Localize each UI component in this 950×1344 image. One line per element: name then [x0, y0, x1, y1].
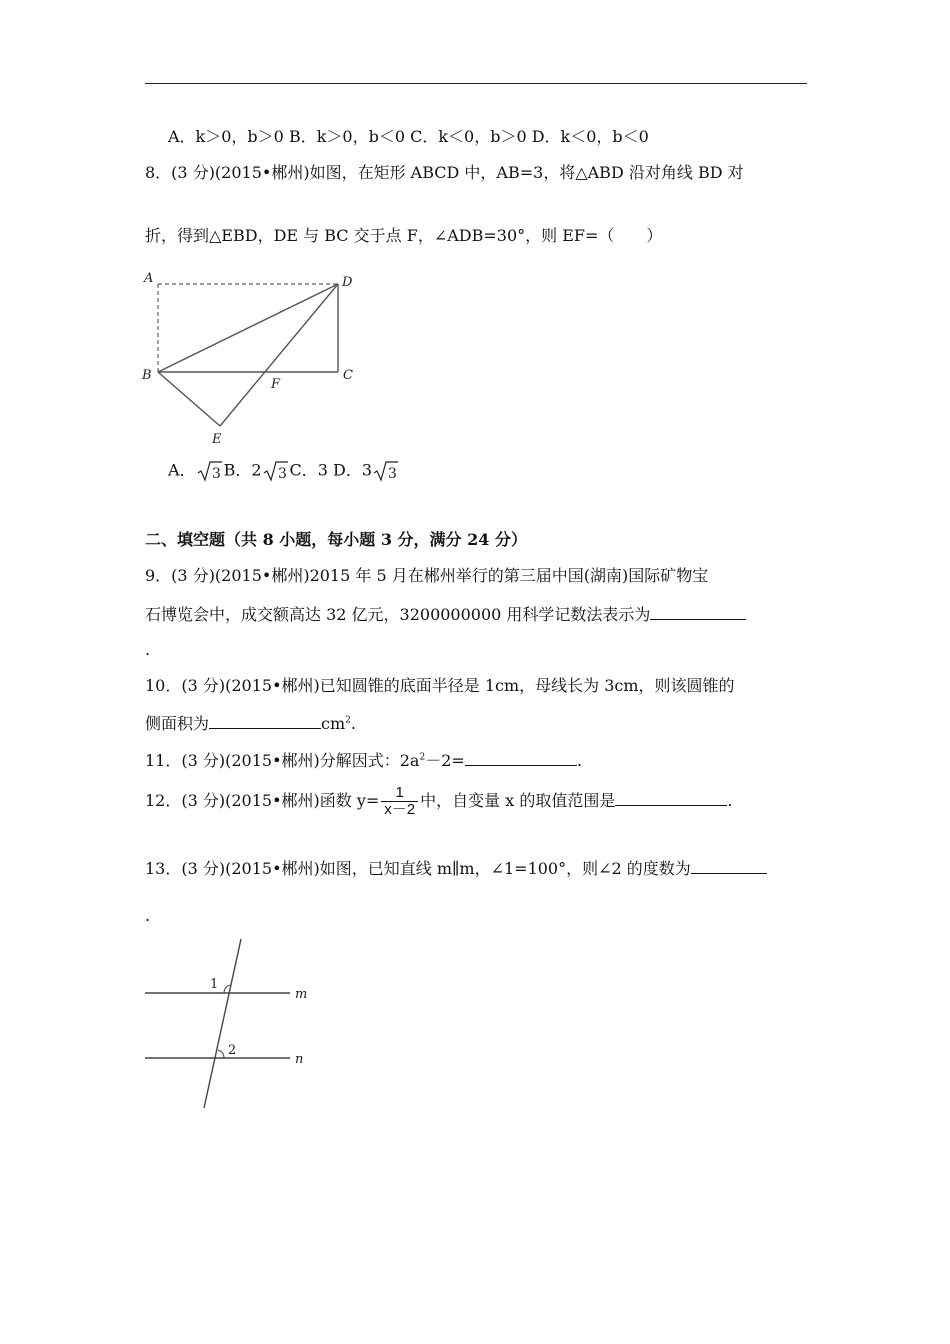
- q9-end: .: [145, 640, 151, 659]
- q8-option-a-radicand: 3: [211, 466, 221, 482]
- line-n-label: n: [295, 1052, 304, 1067]
- angle-2-arc: [218, 1050, 224, 1058]
- q8-option-cd: C．3 D．3: [289, 460, 373, 480]
- q9-stem-line2-text: 石博览会中，成交额高达 32 亿元，3200000000 用科学记数法表示为: [145, 605, 651, 624]
- q9-answer-blank: [650, 603, 746, 620]
- q12-stem: [145, 784, 732, 818]
- q12-fraction-numerator: 1: [395, 784, 404, 801]
- q9-stem-line2: [145, 603, 746, 625]
- header-rule: [145, 83, 807, 84]
- sqrt-icon: [373, 460, 399, 482]
- q12-fraction: [381, 785, 418, 818]
- angle-1-label: 1: [210, 977, 219, 992]
- q11-exponent: 2: [419, 752, 426, 763]
- q12-answer-blank: [615, 789, 727, 806]
- q11-mid: －2=: [425, 751, 465, 770]
- sqrt-icon: [197, 460, 223, 482]
- segment-bd: [158, 284, 338, 372]
- q8-stem-line2: 折，得到△EBD，DE 与 BC 交于点 F，∠ADB=30°，则 EF=（ ）: [145, 226, 663, 245]
- angle-2-label: 2: [228, 1043, 237, 1058]
- q10-stem-line2: [145, 712, 356, 734]
- label-b: B: [142, 368, 152, 383]
- q8-option-d-radicand: 3: [388, 466, 397, 482]
- q8-option-b-prefix: B．2: [223, 460, 262, 480]
- q13-stem-line1: [145, 857, 767, 879]
- q8-rectangle-figure: [140, 266, 370, 456]
- q11-end: .: [576, 751, 582, 770]
- label-a: A: [144, 271, 154, 286]
- sqrt-icon: [263, 460, 289, 482]
- label-e: E: [212, 432, 222, 447]
- q10-stem-prefix: 侧面积为: [145, 714, 210, 733]
- line-m-label: m: [295, 987, 308, 1002]
- q12-fraction-denominator: x－2: [381, 801, 418, 818]
- label-c: C: [343, 368, 353, 383]
- transversal-line: [204, 939, 241, 1108]
- q8-option-b-radicand: 3: [277, 466, 287, 482]
- q12-prefix: 12．(3 分)(2015•郴州)函数 y=: [145, 791, 380, 810]
- q13-parallel-lines-figure: [140, 934, 320, 1114]
- q7-options: A．k＞0，b＞0 B．k＞0，b＜0 C．k＜0，b＞0 D．k＜0，b＜0: [168, 127, 649, 146]
- q12-suffix: 中，自变量 x 的取值范围是: [420, 791, 616, 810]
- q13-stem-text: 13．(3 分)(2015•郴州)如图，已知直线 m∥m，∠1=100°，则∠2 的度数为: [145, 859, 691, 878]
- q11-prefix: 11．(3 分)(2015•郴州)分解因式：2a: [145, 751, 420, 770]
- label-f: F: [271, 377, 281, 392]
- segment-de: [220, 284, 338, 426]
- q10-end: .: [350, 714, 356, 733]
- q8-option-a-prefix: A．: [168, 460, 196, 480]
- q11-stem: [145, 749, 582, 771]
- q8-stem-line1: 8．(3 分)(2015•郴州)如图，在矩形 ABCD 中，AB=3，将△ABD 沿对角线 BD 对: [145, 163, 744, 182]
- q13-end: .: [145, 906, 151, 925]
- q13-answer-blank: [691, 857, 767, 874]
- segment-be: [158, 372, 220, 426]
- q10-unit-exponent: 2: [345, 715, 351, 726]
- q11-answer-blank: [465, 749, 577, 766]
- q12-end: .: [727, 791, 733, 810]
- q8-options: [168, 460, 400, 482]
- section-title: 二、填空题（共 8 小题，每小题 3 分，满分 24 分）: [145, 530, 527, 549]
- q10-unit: cm: [321, 714, 346, 733]
- q9-stem-line1: 9．(3 分)(2015•郴州)2015 年 5 月在郴州举行的第三届中国(湖南)国际矿物宝: [145, 566, 709, 585]
- label-d: D: [342, 275, 353, 290]
- q10-answer-blank: [209, 712, 321, 729]
- q10-stem-line1: 10．(3 分)(2015•郴州)已知圆锥的底面半径是 1cm，母线长为 3cm，则该圆锥的: [145, 676, 735, 695]
